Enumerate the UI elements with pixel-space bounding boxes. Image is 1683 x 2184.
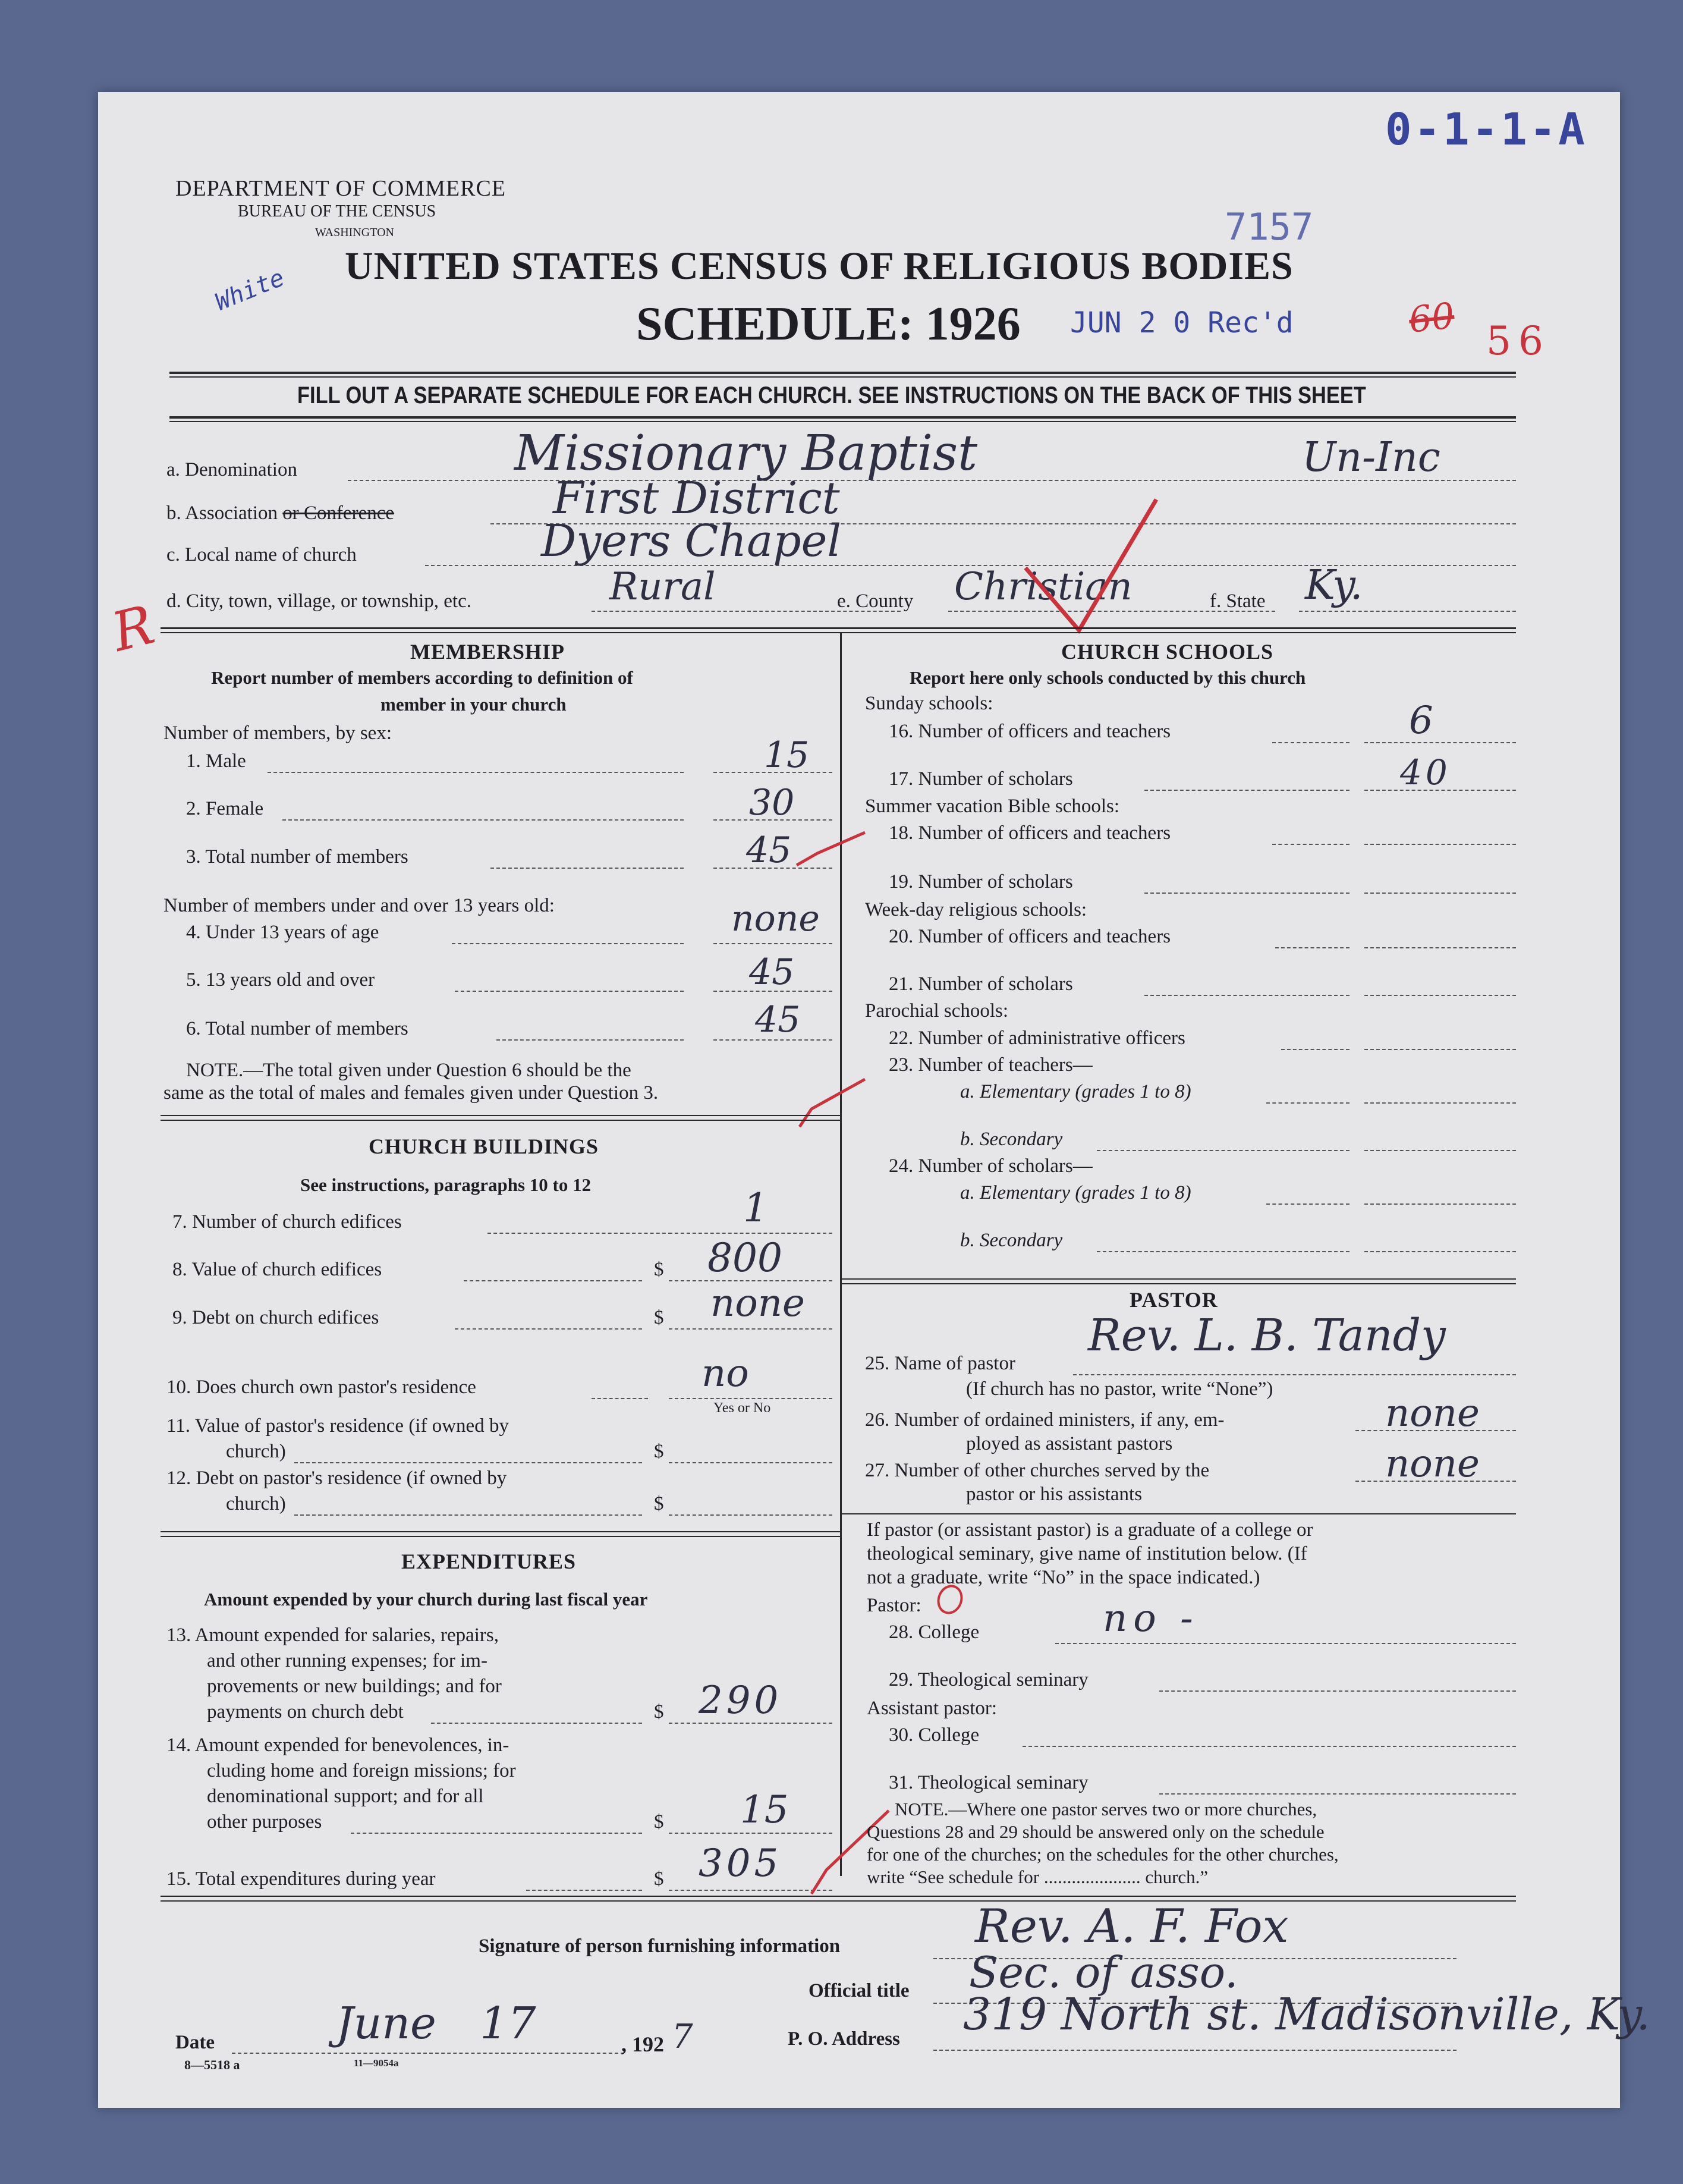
q27-label: 27. Number of other churches served by the [865,1460,1210,1481]
graduate-instruction-3: not a graduate, write “No” in the space indicated.) [867,1567,1260,1588]
members-by-age-label: Number of members under and over 13 years old: [163,895,555,916]
official-title-value: Sec. of asso. [969,1947,1238,1997]
graduate-instruction-1: If pastor (or assistant pastor) is a graduate of a college or [867,1519,1313,1541]
q2-value: 30 [749,782,795,824]
signature-value: Rev. A. F. Fox [975,1900,1289,1953]
q21-label: 21. Number of scholars [889,973,1073,995]
city-value: Rural [609,565,716,609]
membership-title: MEMBERSHIP [410,640,565,664]
county-value: Christian [954,565,1133,609]
q18-label: 18. Number of officers and teachers [889,822,1171,844]
pastor-note-4: write “See schedule for ..................... church.” [867,1866,1209,1887]
q9-label: 9. Debt on church edifices [172,1307,379,1328]
q14-label-3: denominational support; and for all [207,1786,484,1807]
q23-label: 23. Number of teachers— [889,1054,1093,1076]
document-id-stamp: 0-1-1-A [1385,104,1587,155]
q4-label: 4. Under 13 years of age [186,922,379,943]
q15-dollar: $ [654,1868,664,1890]
q25-note: (If church has no pastor, write “None”) [966,1378,1273,1400]
bureau-city: WASHINGTON [315,226,394,239]
membership-note-2: same as the total of males and females given under Question 3. [163,1082,659,1104]
q10-label: 10. Does church own pastor's residence [166,1377,476,1398]
q17-label: 17. Number of scholars [889,768,1073,790]
expenditures-title: EXPENDITURES [401,1550,577,1573]
membership-subtitle-1: Report number of members according to definition of [211,667,633,688]
q29-label: 29. Theological seminary [889,1669,1089,1690]
q14-value: 15 [740,1788,789,1832]
q14-label: 14. Amount expended for benevolences, in- [166,1734,509,1756]
q4-value: none [731,898,820,939]
q3-label: 3. Total number of members [186,846,408,868]
q17-value: 40 [1400,752,1451,793]
q6-value: 45 [755,999,801,1041]
q26-label-cont: ployed as assistant pastors [966,1433,1173,1454]
q14-dollar: $ [654,1811,664,1833]
q6-label: 6. Total number of members [186,1018,408,1039]
q20-label: 20. Number of officers and teachers [889,926,1171,947]
q26-label: 26. Number of ordained ministers, if any, em- [865,1409,1225,1431]
form-number: 8—5518 a [184,2057,240,2072]
corrected-number: 56 [1486,318,1550,364]
pastor-note-3: for one of the churches; on the schedules for the other churches, [867,1844,1339,1865]
official-title-label: Official title [809,1980,910,2001]
print-number: 11—9054a [354,2057,399,2069]
q13-label: 13. Amount expended for salaries, repairs, [166,1624,499,1646]
crossed-out-number: 60 [1407,295,1456,341]
department-name: DEPARTMENT OF COMMERCE [175,176,507,201]
assistant-pastor-subheading: Assistant pastor: [867,1698,998,1719]
q28-value: no - [1103,1597,1199,1641]
denomination-value: Missionary Baptist [514,425,978,482]
denomination-extra: Un-Inc [1302,434,1440,481]
q27-label-cont: pastor or his assistants [966,1484,1143,1505]
pastor-title: PASTOR [1130,1288,1218,1312]
q25-value: Rev. L. B. Tandy [1088,1310,1446,1361]
q14-label-2: cluding home and foreign missions; for [207,1760,516,1781]
q13-label-3: provements or new buildings; and for [207,1676,502,1697]
q24a-label: a. Elementary (grades 1 to 8) [960,1182,1191,1203]
q24-label: 24. Number of scholars— [889,1155,1093,1177]
signature-label: Signature of person furnishing information [479,1935,841,1957]
graduate-instruction-2: theological seminary, give name of institution below. (If [867,1543,1307,1564]
q11-label-cont: church) [226,1441,286,1462]
state-label: f. State [1210,590,1266,612]
pastor-subheading: Pastor: [867,1595,921,1616]
q13-label-2: and other running expenses; for im- [207,1650,487,1671]
stamp-number: 7157 [1225,205,1314,249]
received-stamp: JUN 2 0 Rec'd [1070,306,1294,340]
q16-label: 16. Number of officers and teachers [889,721,1171,742]
red-check-mark [1023,496,1159,639]
expenditures-subtitle: Amount expended by your church during last fiscal year [204,1589,648,1610]
q12-dollar: $ [654,1493,664,1514]
q15-value: 305 [699,1842,782,1886]
q24b-label: b. Secondary [960,1230,1063,1251]
q13-value: 290 [699,1679,782,1723]
q14-label-4: other purposes [207,1811,322,1833]
date-label: Date [175,2032,215,2053]
q1-label: 1. Male [186,750,246,772]
pastor-note-2: Questions 28 and 29 should be answered only on the schedule [867,1821,1325,1842]
weekday-schools-label: Week-day religious schools: [865,899,1087,920]
yes-or-no-hint: Yes or No [713,1400,771,1416]
q15-label: 15. Total expenditures during year [166,1868,436,1890]
q26-value: none [1385,1391,1480,1435]
q7-label: 7. Number of church edifices [172,1211,402,1233]
bureau-name: BUREAU OF THE CENSUS [238,202,436,221]
sunday-schools-label: Sunday schools: [865,693,993,714]
q13-label-4: payments on church debt [207,1701,404,1723]
q8-label: 8. Value of church edifices [172,1259,382,1280]
form-title: UNITED STATES CENSUS OF RELIGIOUS BODIES [345,244,1294,288]
q12-label-cont: church) [226,1493,286,1514]
q10-value: no [701,1352,749,1396]
q9-dollar: $ [654,1307,664,1328]
race-annotation: White [211,264,288,316]
census-form-page [98,92,1650,2108]
q30-label: 30. College [889,1724,980,1746]
q19-label: 19. Number of scholars [889,871,1073,893]
membership-note-1: NOTE.—The total given under Question 6 should be the [186,1060,631,1081]
q11-label: 11. Value of pastor's residence (if owned by [166,1415,509,1437]
year-digit: 7 [672,2018,693,2056]
schools-title: CHURCH SCHOOLS [1061,640,1274,664]
q9-value: none [710,1281,805,1325]
members-by-sex-label: Number of members, by sex: [163,722,392,744]
state-value: Ky. [1305,562,1363,609]
association-value: First District [553,473,840,524]
q11-dollar: $ [654,1441,664,1462]
q23b-label: b. Secondary [960,1129,1063,1150]
membership-subtitle-2: member in your church [380,694,567,715]
q3-value: 45 [746,829,792,871]
red-r-mark: R [106,593,161,664]
denomination-label: a. Denomination [166,459,297,480]
q16-value: 6 [1409,699,1433,743]
q1-value: 15 [764,734,810,776]
city-label: d. City, town, village, or township, etc. [166,590,471,612]
q27-value: none [1385,1442,1480,1486]
po-address-value: 319 North st. Madisonville, Ky. [963,1989,1650,2040]
q13-dollar: $ [654,1701,664,1723]
year-prefix: , 192 [621,2032,664,2056]
po-address-label: P. O. Address [788,2028,900,2050]
q25-label: 25. Name of pastor [865,1353,1015,1374]
red-tick-marks [794,829,871,1139]
association-label: b. Association or Conference [166,502,395,524]
church-name-value: Dyers Chapel [541,516,842,567]
church-name-label: c. Local name of church [166,544,357,565]
q5-value: 45 [749,951,795,993]
q31-label: 31. Theological seminary [889,1772,1089,1793]
county-label: e. County [837,590,914,612]
pastor-note-1: NOTE.—Where one pastor serves two or more churches, [895,1799,1317,1820]
q23a-label: a. Elementary (grades 1 to 8) [960,1081,1191,1102]
parochial-schools-label: Parochial schools: [865,1000,1009,1022]
instruction-banner: FILL OUT A SEPARATE SCHEDULE FOR EACH CHURCH. SEE INSTRUCTIONS ON THE BACK OF THIS SHEET [297,382,1366,408]
q28-label: 28. College [889,1621,980,1643]
schedule-title: SCHEDULE: 1926 [636,298,1021,350]
q7-value: 1 [743,1185,768,1231]
buildings-subtitle: See instructions, paragraphs 10 to 12 [300,1174,592,1195]
q5-label: 5. 13 years old and over [186,969,375,991]
q22-label: 22. Number of administrative officers [889,1027,1185,1049]
q12-label: 12. Debt on pastor's residence (if owned by [166,1467,507,1489]
q8-value: 800 [707,1235,782,1281]
summer-schools-label: Summer vacation Bible schools: [865,796,1120,817]
buildings-title: CHURCH BUILDINGS [369,1135,599,1158]
q8-dollar: $ [654,1259,664,1280]
schools-subtitle: Report here only schools conducted by this church [910,667,1306,688]
q2-label: 2. Female [186,798,264,819]
date-value: June 17 [336,1998,536,2049]
